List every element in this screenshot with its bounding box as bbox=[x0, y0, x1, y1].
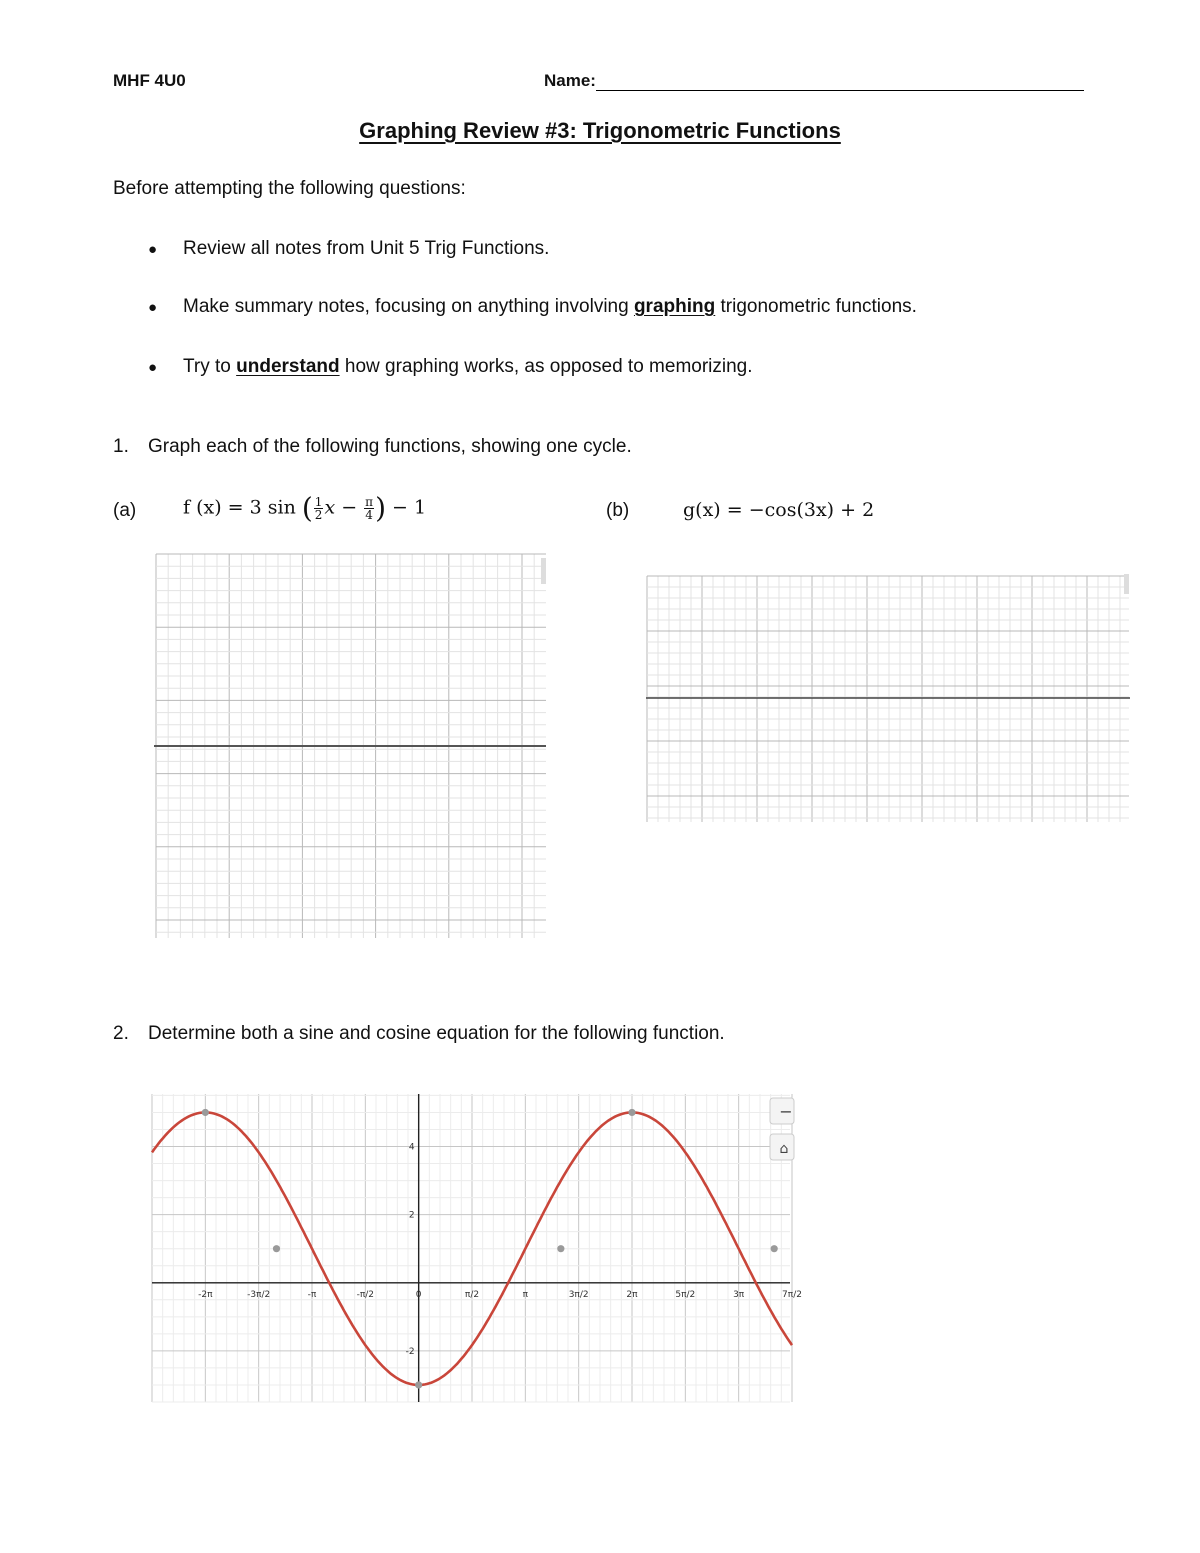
grid-lines bbox=[647, 576, 1129, 822]
y-tick-label: 4 bbox=[408, 1142, 415, 1153]
fraction-numerator: π bbox=[365, 495, 374, 509]
key-point bbox=[557, 1245, 564, 1252]
fraction-pi-quarter bbox=[364, 496, 374, 521]
bullet-item bbox=[183, 356, 753, 378]
sinusoid-chart bbox=[150, 1092, 802, 1404]
key-point bbox=[628, 1109, 635, 1116]
x-tick-label: 2π bbox=[626, 1289, 638, 1300]
bullet-emphasis: graphing bbox=[633, 296, 716, 317]
x-tick-label: -π/2 bbox=[356, 1289, 375, 1300]
equation-a-tail: − 1 bbox=[392, 496, 427, 519]
x-tick-label: -3π/2 bbox=[247, 1289, 271, 1300]
home-icon: ⌂ bbox=[779, 1141, 789, 1157]
bullet-emphasis: understand bbox=[236, 356, 340, 377]
x-tick-label: 3π bbox=[733, 1289, 745, 1300]
close-paren: ) bbox=[375, 491, 386, 525]
bullet-text: Review all notes from Unit 5 Trig Functions. bbox=[183, 238, 550, 259]
bullet-item bbox=[183, 296, 917, 318]
x-tick-label: 3π/2 bbox=[568, 1289, 589, 1300]
key-point bbox=[273, 1245, 280, 1252]
key-point bbox=[415, 1381, 422, 1388]
name-label: Name: bbox=[544, 71, 596, 90]
blank-grid-a bbox=[150, 550, 550, 942]
fraction-numerator: 1 bbox=[314, 495, 323, 509]
fraction-half bbox=[314, 496, 324, 521]
blank-grid-b bbox=[643, 570, 1133, 826]
zoom-out-icon: − bbox=[779, 1102, 793, 1121]
question-1-number: 1. bbox=[113, 436, 129, 457]
bullet-dot: ● bbox=[148, 359, 158, 376]
y-tick-label: 2 bbox=[408, 1210, 415, 1221]
equation-a bbox=[183, 491, 427, 525]
bullet-item bbox=[183, 238, 549, 260]
x-tick-label: 0 bbox=[415, 1289, 422, 1300]
name-field-line bbox=[596, 90, 1084, 91]
fraction-denominator: 4 bbox=[365, 508, 373, 522]
x-tick-label: π/2 bbox=[464, 1289, 480, 1300]
y-tick-label: -2 bbox=[405, 1346, 415, 1357]
open-paren: ( bbox=[301, 491, 313, 525]
chart-tick-labels bbox=[198, 1143, 802, 1357]
key-point bbox=[202, 1109, 209, 1116]
key-point bbox=[771, 1245, 778, 1252]
x-tick-label: 7π/2 bbox=[782, 1289, 802, 1300]
equation-a-mid: x − bbox=[324, 496, 358, 519]
page-title: Graphing Review #3: Trigonometric Functions bbox=[359, 118, 841, 143]
bullet-dot: ● bbox=[148, 241, 158, 258]
x-tick-label: π bbox=[522, 1289, 529, 1300]
question-2-number: 2. bbox=[113, 1023, 129, 1044]
course-code: MHF 4U0 bbox=[113, 71, 186, 90]
equation-a-lhs: f (x) = 3 sin bbox=[183, 496, 296, 519]
bullet-text: how graphing works, as opposed to memorizing. bbox=[339, 356, 753, 377]
scroll-handle bbox=[1124, 574, 1129, 594]
x-tick-label: -2π bbox=[198, 1289, 213, 1300]
question-1-text: Graph each of the following functions, showing one cycle. bbox=[148, 436, 632, 457]
intro-text: Before attempting the following questions: bbox=[113, 178, 466, 199]
scroll-handle bbox=[541, 558, 546, 584]
bullet-text: trigonometric functions. bbox=[715, 296, 917, 317]
bullet-dot: ● bbox=[148, 299, 158, 316]
bullet-text: Try to bbox=[183, 356, 237, 377]
equation-b: g(x) = −cos(3x) + 2 bbox=[683, 499, 875, 521]
x-tick-label: 5π/2 bbox=[675, 1289, 696, 1300]
part-b-label: (b) bbox=[606, 500, 630, 521]
x-tick-label: -π bbox=[307, 1289, 317, 1300]
bullet-text: Make summary notes, focusing on anything involving bbox=[183, 296, 634, 317]
fraction-denominator: 2 bbox=[314, 508, 323, 522]
part-a-label: (a) bbox=[113, 500, 137, 521]
question-2-text: Determine both a sine and cosine equation for the following function. bbox=[148, 1023, 725, 1044]
